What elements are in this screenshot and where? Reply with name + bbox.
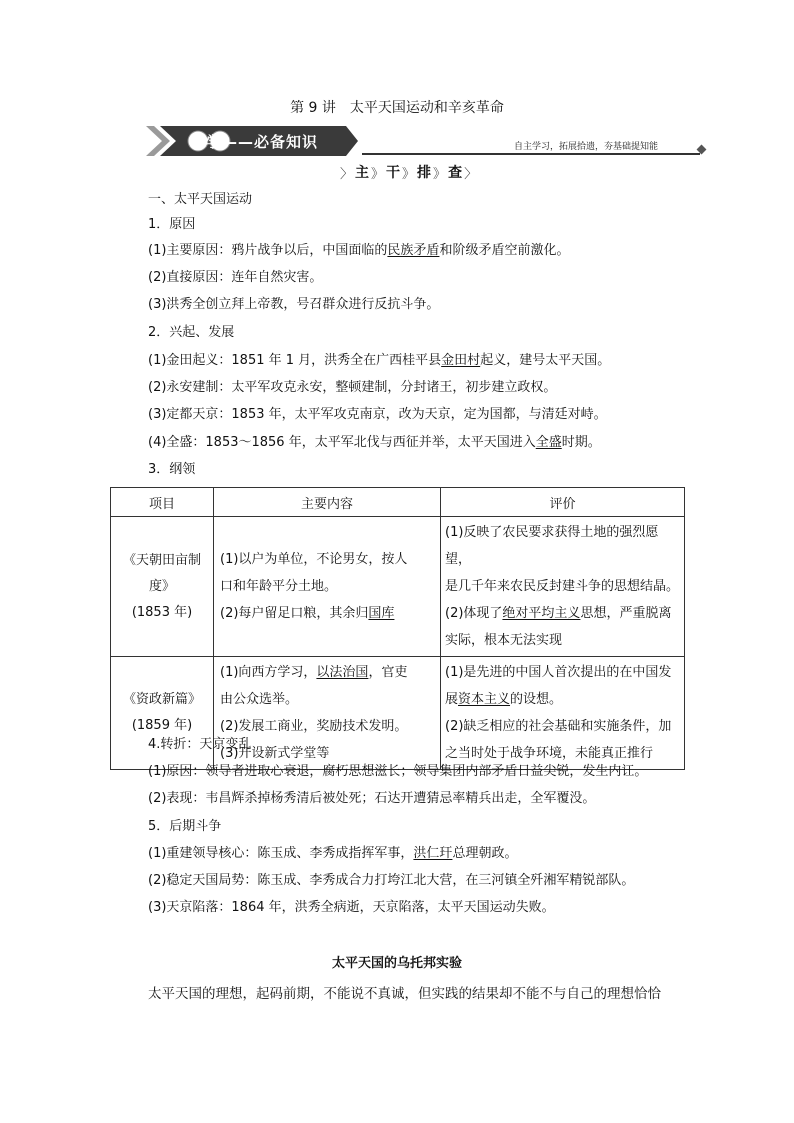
rise-item: (3)定都天京：1853 年，太平军攻克南京，改为天京，定为国都，与清廷对峙。 bbox=[148, 407, 607, 422]
key-term: 国库 bbox=[368, 606, 395, 621]
subheading-main-check bbox=[340, 160, 477, 184]
column-header: 评价 bbox=[441, 488, 685, 517]
rise-item: (1)金田起义：1851 年 1 月，洪秀全在广西桂平县金田村起义，建号太平天国。 bbox=[148, 353, 611, 368]
reading-title: 太平天国的乌托邦实验 bbox=[331, 956, 462, 971]
chevron-right-icon: 》 bbox=[433, 166, 447, 182]
program-name-cell: 《资政新篇》 (1859 年) bbox=[111, 657, 214, 770]
key-term: 资本主义 bbox=[458, 692, 511, 707]
table-row bbox=[111, 517, 685, 657]
key-term: 洪仁玕 bbox=[413, 846, 453, 861]
column-header: 主要内容 bbox=[214, 488, 441, 517]
reading-paragraph: 太平天国的理想，起码前期，不能说不真诚，但实践的结果却不能不与自己的理想恰恰 bbox=[148, 986, 661, 1002]
late-item: (1)重建领导核心：陈玉成、李秀成指挥军事，洪仁玕总理朝政。 bbox=[148, 846, 518, 861]
key-term: 金田村 bbox=[441, 353, 481, 368]
cause-item: (3)洪秀全创立拜上帝教，号召群众进行反抗斗争。 bbox=[148, 297, 440, 312]
chevron-right-icon: 》 bbox=[402, 166, 416, 182]
chevron-right-icon: 〉 bbox=[464, 166, 478, 182]
late-item: (2)稳定天国局势：陈玉成、李秀成合力打垮江北大营，在三河镇全歼湘军精锐部队。 bbox=[148, 873, 635, 888]
late-item: (3)天京陷落：1864 年，洪秀全病逝，天京陷落，太平天国运动失败。 bbox=[148, 900, 555, 915]
subhead-char: 查 bbox=[448, 165, 463, 181]
subsection-heading: 4.转折：天京变乱 bbox=[148, 737, 252, 752]
turn-item: (1)原因：领导者进取心衰退，腐朽思想滋长；领导集团内部矛盾日益尖锐，发生内讧。 bbox=[148, 764, 648, 779]
cause-item: (2)直接原因：连年自然灾害。 bbox=[148, 270, 323, 285]
subsection-heading: 3．纲领 bbox=[148, 462, 196, 477]
page-title: 第 9 讲 太平天国运动和辛亥革命 bbox=[290, 100, 504, 116]
program-content-cell: (1)以户为单位，不论男女，按人 口和年龄平分土地。 (2)每户留足口粮，其余归国库 bbox=[214, 517, 441, 657]
program-table bbox=[110, 487, 685, 770]
section-heading: 一、太平天国运动 bbox=[148, 192, 253, 207]
program-content-cell: (1)向西方学习，以法治国，官吏 由公众选举。 (2)发展工商业，奖励技术发明。 (3)开设新式学堂等 bbox=[214, 657, 441, 770]
program-name-cell: 《天朝田亩制 度》 (1853 年) bbox=[111, 517, 214, 657]
subsection-heading: 1．原因 bbox=[148, 217, 196, 232]
key-term: 绝对平均主义 bbox=[502, 606, 581, 621]
turn-item: (2)表现：韦昌辉杀掉杨秀清后被处死；石达开遭猜忌率精兵出走，全军覆没。 bbox=[148, 791, 596, 806]
section-banner-label: 自学——必备知识 bbox=[190, 133, 319, 151]
chevron-right-icon: 》 bbox=[371, 166, 385, 182]
section-slogan: 自主学习，拓展拾遗，夯基础提知能 bbox=[514, 142, 659, 152]
subsection-heading: 2．兴起、发展 bbox=[148, 325, 235, 340]
rise-item: (2)永安建制：太平军攻克永安，整顿建制，分封诸王，初步建立政权。 bbox=[148, 380, 557, 395]
key-term: 以法治国 bbox=[316, 665, 369, 680]
key-term: 全盛 bbox=[535, 435, 562, 450]
subhead-char: 排 bbox=[417, 165, 432, 181]
table-header-row bbox=[111, 488, 685, 517]
rise-item: (4)全盛：1853～1856 年，太平军北伐与西征并举，太平天国进入全盛时期。 bbox=[148, 435, 601, 450]
program-evaluation-cell: (1)是先进的中国人首次提出的在中国发 展资本主义的设想。 (2)缺乏相应的社会基础和实施条件，加 之当时处于战争环境，未能真正推行 bbox=[441, 657, 685, 770]
subhead-char: 主 bbox=[355, 165, 370, 181]
program-evaluation-cell: (1)反映了农民要求获得土地的强烈愿望， 是几千年来农民反封建斗争的思想结晶。 (2)体现了绝对平均主义思想，严重脱离 实际，根本无法实现 bbox=[441, 517, 685, 657]
subhead-char: 干 bbox=[386, 165, 401, 181]
subsection-heading: 5．后期斗争 bbox=[148, 819, 222, 834]
key-term: 民族矛盾 bbox=[387, 243, 440, 258]
cause-item: (1)主要原因：鸦片战争以后，中国面临的民族矛盾和阶级矛盾空前激化。 bbox=[148, 243, 570, 258]
chevron-right-icon: 〉 bbox=[340, 166, 354, 182]
column-header: 项目 bbox=[111, 488, 214, 517]
slogan-divider bbox=[362, 153, 700, 155]
